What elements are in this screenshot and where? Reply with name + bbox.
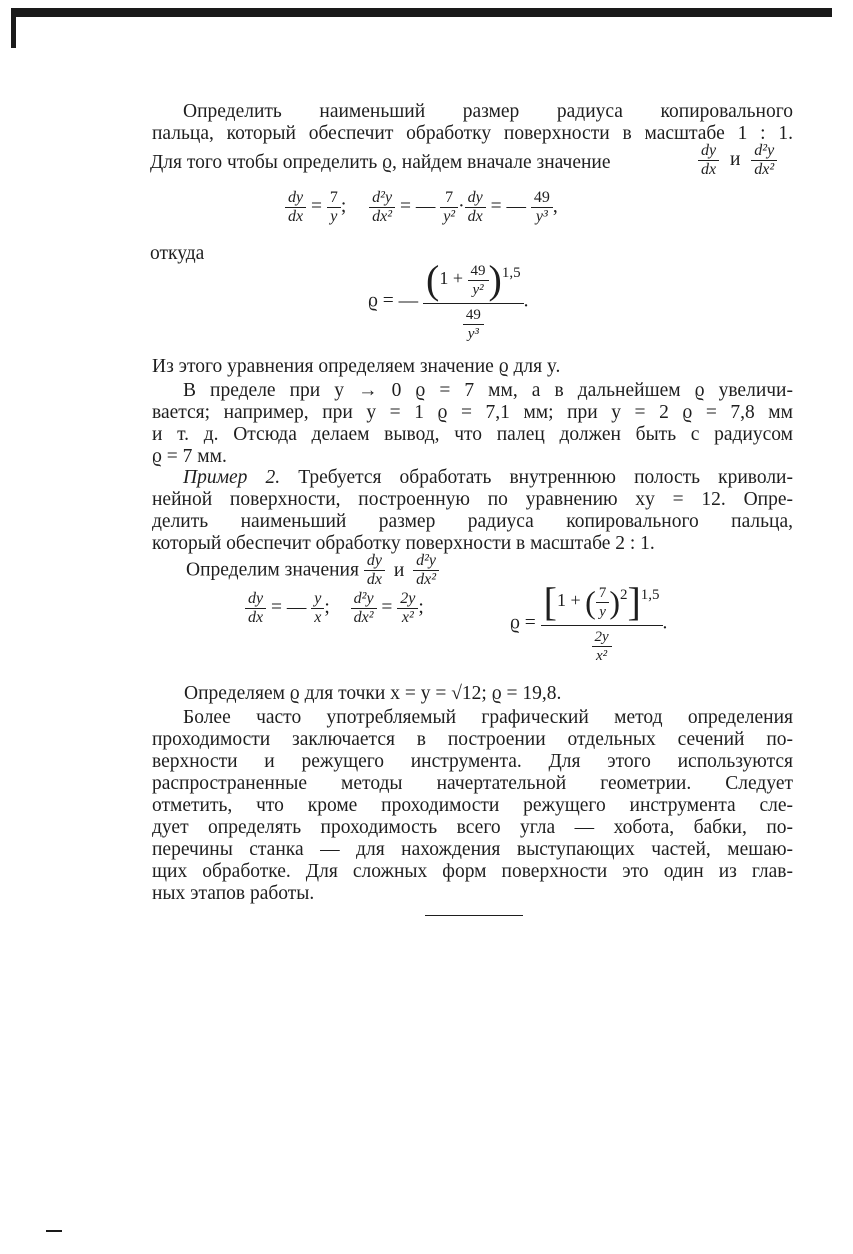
text-line: ϱ = 7 мм. bbox=[152, 446, 227, 467]
paren-close: ) bbox=[609, 584, 620, 620]
exponent: 2 bbox=[619, 587, 628, 604]
one-plus: 1 + bbox=[439, 268, 464, 289]
text-line: ных этапов работы. bbox=[152, 883, 315, 904]
numerator: d²y bbox=[413, 552, 439, 571]
text-line: В пределе при y → 0 ϱ = 7 мм, а в дальнейшем ϱ увеличи- bbox=[183, 380, 793, 401]
numerator: dy bbox=[364, 552, 385, 571]
denominator: dx² bbox=[416, 571, 437, 588]
numerator bbox=[423, 257, 524, 304]
numerator: 7 bbox=[440, 189, 458, 208]
period: . bbox=[662, 612, 668, 634]
numerator: 49 bbox=[463, 306, 484, 325]
numerator: 49 bbox=[531, 189, 553, 208]
numerator: dy bbox=[285, 189, 306, 208]
denominator: y bbox=[330, 208, 338, 225]
numerator: 2y bbox=[397, 590, 418, 609]
scan-mark bbox=[46, 1230, 62, 1232]
rho-symbol: ϱ bbox=[510, 612, 520, 634]
section-end-rule bbox=[425, 915, 523, 916]
scan-border-top bbox=[12, 8, 832, 17]
example-label: Пример 2. bbox=[183, 467, 281, 488]
exponent: 1,5 bbox=[640, 587, 660, 604]
text-line: откуда bbox=[150, 243, 205, 264]
numerator: dy bbox=[465, 189, 486, 208]
formula-radius-2 bbox=[510, 579, 668, 665]
denominator: y² bbox=[472, 281, 484, 298]
text-line: делить наименьший размер радиуса копировального пальца, bbox=[152, 511, 793, 532]
text-line: отметить, что кроме проходимости режущего инструмента сле- bbox=[152, 795, 793, 816]
conjunction: и bbox=[393, 559, 405, 581]
text-line: проходимости заключается в построении отдельных сечений по- bbox=[152, 729, 793, 750]
text-line: Определяем ϱ для точки x = y = √12; ϱ = 19,8. bbox=[184, 683, 562, 704]
text-line bbox=[186, 552, 439, 589]
equals-minus: = — bbox=[270, 596, 307, 618]
equals-sign: = bbox=[310, 195, 322, 217]
equals-sign: = bbox=[524, 612, 536, 634]
denominator: x² bbox=[596, 648, 608, 664]
formula-derivatives bbox=[285, 189, 558, 226]
rho-symbol: ϱ bbox=[368, 290, 378, 312]
denominator: dx² bbox=[353, 609, 374, 626]
period: . bbox=[523, 290, 529, 312]
text-line: дует определять проходимость всего угла — хобота, бабки, по- bbox=[152, 817, 793, 838]
numerator: dy bbox=[698, 142, 719, 161]
denominator: dx bbox=[288, 208, 304, 225]
text-line: распространенные методы начертательной геометрии. Следует bbox=[152, 773, 793, 794]
text-line: и т. д. Отсюда делаем вывод, что палец должен быть с радиусом bbox=[152, 424, 793, 445]
text-line: перечины станка — для нахождения выступающих частей, мешаю- bbox=[152, 839, 793, 860]
text-line bbox=[183, 467, 793, 489]
text-line: щих обработке. Для сложных форм поверхности это один из глав- bbox=[152, 861, 793, 882]
bracket-open: [ bbox=[543, 579, 557, 624]
numerator: 7 bbox=[596, 584, 610, 603]
scan-border-left bbox=[11, 8, 16, 48]
comma: , bbox=[552, 195, 558, 217]
numerator: 7 bbox=[327, 189, 341, 208]
text-line: Из этого уравнения определяем значение ϱ для y. bbox=[152, 356, 561, 377]
denominator: dx bbox=[467, 208, 483, 225]
separator: ; bbox=[324, 596, 330, 618]
conjunction: и bbox=[729, 148, 741, 170]
formula-derivatives-2 bbox=[245, 590, 424, 627]
numerator: d²y bbox=[369, 189, 395, 208]
derivative-fraction bbox=[698, 142, 777, 179]
equals-sign: = bbox=[399, 195, 411, 217]
numerator: 49 bbox=[468, 262, 489, 281]
paren-close: ) bbox=[488, 257, 502, 302]
paren-open: ( bbox=[426, 257, 440, 302]
equals-minus: = — bbox=[382, 290, 419, 312]
denominator: y³ bbox=[535, 208, 548, 225]
text-line: пальца, который обеспечит обработку поверхности в масштабе 1 : 1. bbox=[152, 123, 793, 144]
denominator: dx bbox=[248, 609, 264, 626]
bracket-close: ] bbox=[627, 579, 641, 624]
minus-sign: — bbox=[415, 195, 436, 217]
equals-sign: = bbox=[490, 195, 502, 217]
denominator: dx bbox=[366, 571, 382, 588]
formula-radius-1 bbox=[368, 257, 529, 343]
one-plus: 1 + bbox=[557, 590, 581, 611]
denominator: y bbox=[599, 603, 606, 620]
denominator bbox=[541, 626, 663, 665]
denominator: dx bbox=[701, 161, 717, 178]
numerator bbox=[541, 579, 663, 626]
denominator: y³ bbox=[467, 326, 479, 342]
numerator: d²y bbox=[751, 142, 777, 161]
numerator: 2y bbox=[592, 628, 612, 647]
denominator: dx² bbox=[372, 208, 393, 225]
separator: ; bbox=[418, 596, 424, 618]
text-fragment: Определим значения bbox=[186, 559, 359, 581]
text-line: верхности и режущего инструмента. Для этого используются bbox=[152, 751, 793, 772]
paren-open: ( bbox=[585, 584, 596, 620]
denominator: dx² bbox=[754, 161, 775, 178]
text-line bbox=[150, 152, 611, 174]
multiply-dot: · bbox=[458, 195, 465, 217]
numerator: d²y bbox=[351, 590, 377, 609]
denominator: x bbox=[314, 609, 322, 626]
numerator: dy bbox=[245, 590, 266, 609]
text-line: нейной поверхности, построенную по уравнению xy = 12. Опре- bbox=[152, 489, 793, 510]
minus-sign: — bbox=[506, 195, 526, 217]
denominator bbox=[423, 304, 524, 343]
numerator: y bbox=[311, 590, 324, 609]
text-line: который обеспечит обработку поверхности в масштабе 2 : 1. bbox=[152, 533, 655, 554]
text-line: Определить наименьший размер радиуса копировального bbox=[183, 101, 793, 122]
denominator: x² bbox=[401, 609, 414, 626]
equals-sign: = bbox=[381, 596, 393, 618]
text-line: Более часто употребляемый графический метод определения bbox=[183, 707, 793, 728]
text-fragment: Для того чтобы определить ϱ, найдем вначале значение bbox=[150, 152, 611, 173]
separator: ; bbox=[340, 195, 347, 217]
text-line: вается; например, при y = 1 ϱ = 7,1 мм; при y = 2 ϱ = 7,8 мм bbox=[152, 402, 793, 423]
denominator: y² bbox=[443, 208, 456, 225]
exponent: 1,5 bbox=[501, 265, 521, 282]
text-fragment: Требуется обработать внутреннюю полость криволи- bbox=[298, 467, 793, 488]
